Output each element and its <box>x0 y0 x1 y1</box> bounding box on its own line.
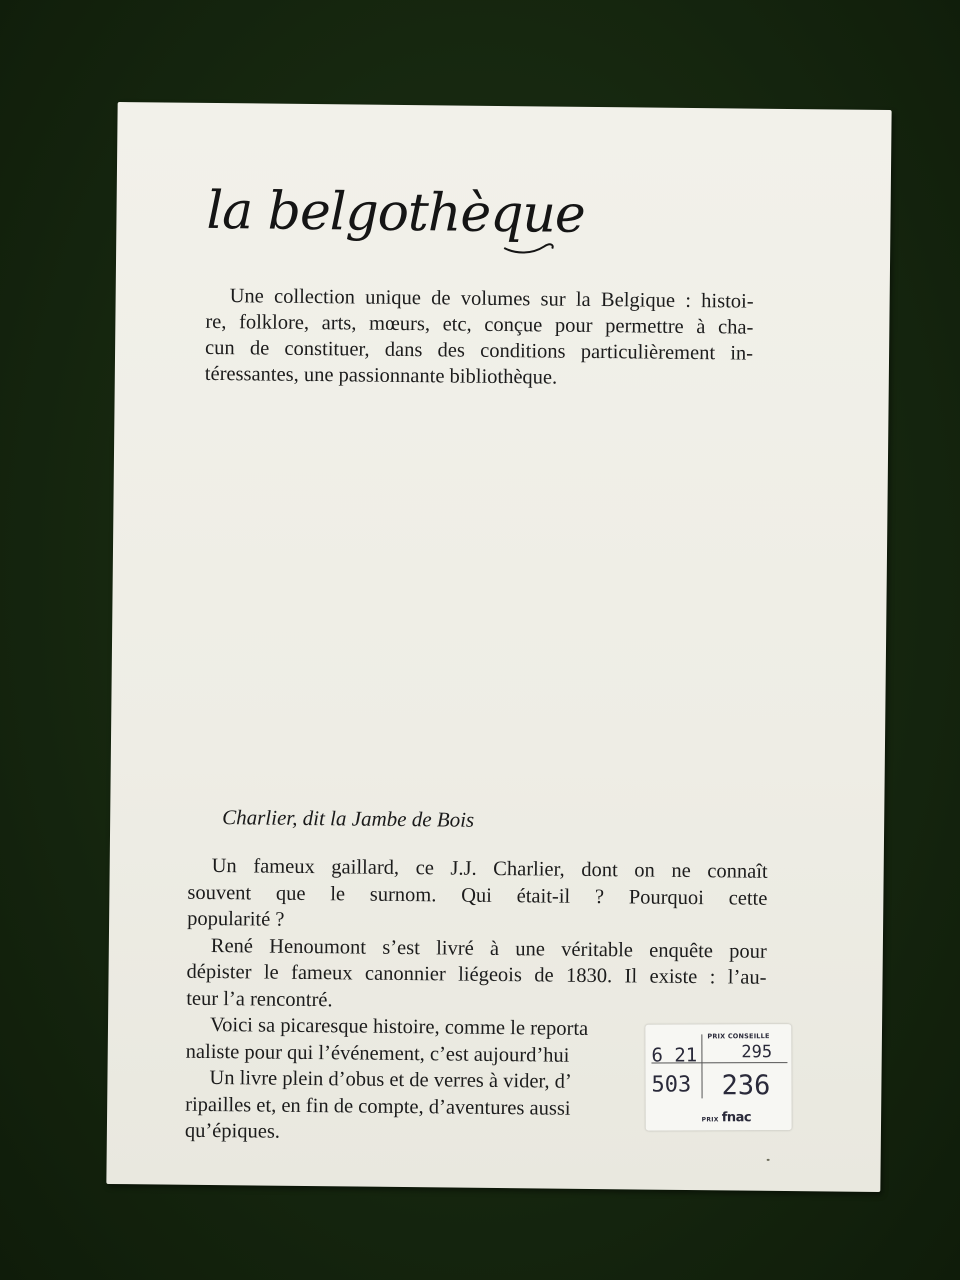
prix-conseille-label: PRIX CONSEILLE <box>707 1032 770 1041</box>
blurb-line: teur l’a rencontré. <box>186 987 333 1011</box>
series-title <box>206 181 585 245</box>
series-description <box>205 283 754 393</box>
blurb-line: Un livre plein d’obus et de verres à vider, d’ <box>209 1066 572 1093</box>
paper-speck <box>767 1159 770 1161</box>
series-title-text: la belgothèque <box>206 180 586 245</box>
book-title: Charlier, dit la Jambe de Bois <box>222 805 475 832</box>
prix-fnac-label-small: PRIX <box>701 1116 719 1124</box>
blurb-line: René Henoumont s’est livré à une véritable enquête pour <box>210 934 767 963</box>
blurb-line: naliste pour qui l’événement, c’est aujourd’hui <box>185 1040 570 1067</box>
blurb-line: souvent que le surnom. Qui était-il ? Pourquoi cette <box>187 881 768 910</box>
blurb-line: ripailles et, en fin de compte, d’aventures aussi <box>185 1093 571 1120</box>
blurb-line: qu’épiques. <box>184 1119 281 1143</box>
blurb-line: popularité ? <box>187 907 285 931</box>
prix-conseille-value: 295 <box>741 1042 773 1063</box>
blurb-line: Un fameux gaillard, ce J.J. Charlier, dont on ne connaît <box>211 855 768 883</box>
price-sticker <box>645 1024 791 1131</box>
series-description-line: Une collection unique de volumes sur la Belgique : histoi- <box>229 285 754 313</box>
series-description-line: cun de constituer, dans des conditions particulièrement in- <box>205 336 754 365</box>
blurb-line: dépister le fameux canonnier liégeois de 1830. Il existe : l’au- <box>186 960 767 989</box>
series-description-line: téressantes, une passionnante bibliothèque. <box>204 362 558 389</box>
prix-fnac-label <box>702 1110 752 1125</box>
fnac-brand: fnac <box>721 1110 752 1126</box>
sticker-code-top: 6 21 <box>651 1044 698 1067</box>
blurb-line: Voici sa picaresque histoire, comme le reporta <box>209 1013 589 1040</box>
sticker-divider <box>701 1034 702 1098</box>
series-description-line: re, folklore, arts, mœurs, etc, conçue pour permettre à cha- <box>205 310 754 339</box>
book-back-cover <box>106 102 891 1192</box>
prix-fnac-value: 236 <box>721 1070 771 1102</box>
title-flourish-icon <box>502 236 556 255</box>
sticker-code-bottom: 503 <box>651 1072 692 1098</box>
